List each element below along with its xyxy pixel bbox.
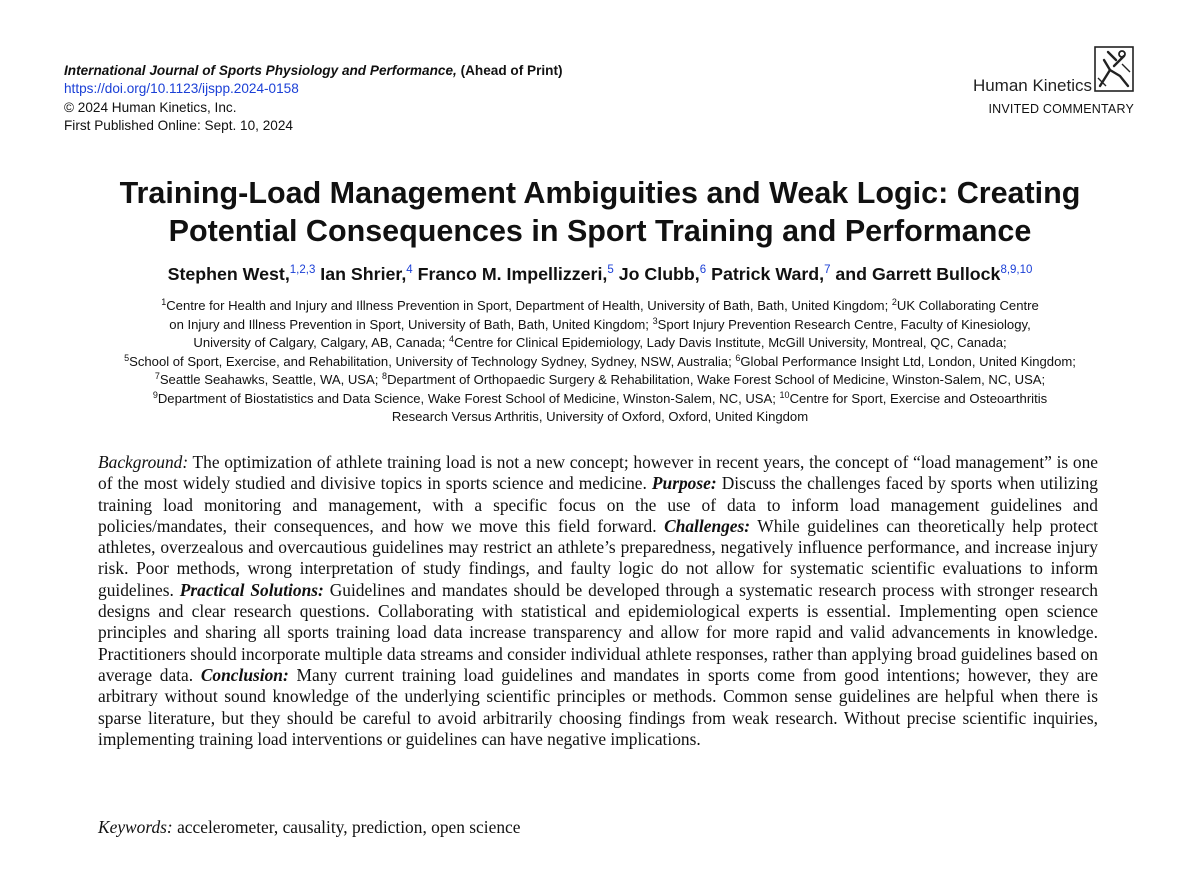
publisher-name: Human Kinetics (972, 76, 1092, 95)
affiliation-marker: 4 (449, 334, 455, 344)
copyright: © 2024 Human Kinetics, Inc. (64, 99, 237, 115)
affiliation-text: Global Performance Insight Ltd, London, United Kingdom; (740, 353, 1076, 369)
journal-line (64, 62, 563, 80)
keywords-text: accelerometer, causality, prediction, open science (172, 817, 521, 837)
abstract (98, 452, 1098, 750)
affiliation-marker: 1 (161, 297, 167, 307)
author-affiliation-ref[interactable]: 7 (824, 264, 831, 276)
affiliation-text: Centre for Clinical Epidemiology, Lady Davis Institute, McGill University, Montreal, QC, Canada; (454, 335, 1007, 350)
affiliation-line (0, 297, 1200, 316)
affiliation-text: Seattle Seahawks, Seattle, WA, USA; (159, 372, 383, 387)
conclusion-text: Many current training load guidelines and mandates in sports come from good intentions; however, they are arbitrary without sound knowledge of the underlying scientific principles or methods. Common sense guidelines are helpful when there is sparse literature, but they should be careful to avoid arbitrarily choosing findings from weak research. Without precise scientific inquiries, implementing training load interventions or guidelines can have negative implications. (98, 664, 1098, 749)
publisher-brand (934, 46, 1134, 122)
author-name: Franco M. Impellizzeri, (417, 264, 608, 284)
title-line-2: Potential Consequences in Sport Training and Performance (168, 214, 1032, 248)
affiliation-line (0, 390, 1200, 409)
affiliation-marker: 8 (382, 371, 388, 381)
affiliation-text: UK Collaborating Centre (896, 298, 1039, 313)
article-header (64, 62, 563, 136)
author-affiliation-ref[interactable]: 5 (607, 264, 614, 276)
keywords-label: Keywords: (98, 817, 173, 837)
affiliation-text: Centre for Health and Injury and Illness Prevention in Sport, Department of Health, University of Bath, Bath, United Kingdom; (166, 298, 892, 313)
keywords (98, 817, 520, 838)
affiliation-line (0, 316, 1200, 335)
practical-solutions-label: Practical Solutions: (179, 579, 324, 600)
purpose-label: Purpose: (651, 473, 717, 494)
conclusion-label: Conclusion: (200, 664, 289, 685)
doi-link[interactable]: https://doi.org/10.1123/ijspp.2024-0158 (64, 81, 299, 97)
affiliation-text: Department of Biostatistics and Data Science, Wake Forest School of Medicine, Winston-Salem, NC, USA; (157, 390, 780, 406)
journal-name: International Journal of Sports Physiology and Performance, (64, 63, 457, 78)
author-name: Ian Shrier, (320, 264, 407, 284)
affiliation-marker: 7 (154, 371, 160, 381)
author-name: Jo Clubb, (618, 264, 700, 284)
affiliation-marker: 6 (735, 352, 741, 363)
author-name: Stephen West, (167, 264, 290, 284)
challenges-text: While guidelines can theoretically help protect athletes, overzealous and overcautious guidelines may restrict an athlete’s preparedness, negatively influence performance, and increase injury risk. Poor methods, wrong interpretation of study findings, and faulty logic do not allow for systematic scientific evaluations to inform guidelines. (98, 515, 1098, 600)
affiliations (0, 297, 1200, 427)
author-name: and Garrett Bullock (835, 264, 1001, 284)
affiliation-text: Department of Orthopaedic Surgery & Rehabilitation, Wake Forest School of Medicine, Winston-Salem, NC, USA; (387, 372, 1046, 387)
affiliation-marker: 10 (779, 389, 790, 400)
affiliation-marker: 2 (891, 297, 897, 307)
affiliation-text: Centre for Sport, Exercise and Osteoarthritis (789, 390, 1048, 406)
author-list (0, 264, 1200, 285)
author-affiliation-ref[interactable]: 6 (699, 264, 707, 276)
affiliation-line (0, 334, 1200, 353)
article-title (0, 174, 1200, 250)
affiliation-line (0, 353, 1200, 372)
article-type: INVITED COMMENTARY (988, 102, 1134, 116)
title-line-1: Training-Load Management Ambiguities and Weak Logic: Creating (119, 176, 1081, 210)
affiliation-text: School of Sport, Exercise, and Rehabilitation, University of Technology Sydney, Sydney, NSW, Australia; (129, 353, 736, 369)
human-kinetics-logo-icon (1094, 46, 1134, 92)
affiliation-text: on Injury and Illness Prevention in Sport, University of Bath, Bath, United Kingdom; (169, 316, 653, 332)
background-label: Background: (98, 452, 189, 472)
publication-date: First Published Online: Sept. 10, 2024 (64, 118, 293, 134)
affiliation-line (0, 371, 1200, 390)
affiliation-text: University of Calgary, Calgary, AB, Canada; (193, 335, 450, 350)
affiliation-marker: 5 (124, 352, 130, 363)
background-text: The optimization of athlete training load is not a new concept; however in recent years, the concept of “load management” is one of the most widely studied and divisive topics in sports science and medicine. (98, 452, 1098, 494)
author-affiliation-ref[interactable]: 1,2,3 (289, 264, 316, 276)
author-affiliation-ref[interactable]: 8,9,10 (1000, 264, 1033, 276)
affiliation-text: Sport Injury Prevention Research Centre, Faculty of Kinesiology, (657, 316, 1031, 332)
affiliation-text: Research Versus Arthritis, University of Oxford, Oxford, United Kingdom (391, 409, 809, 424)
challenges-label: Challenges: (664, 515, 751, 536)
purpose-text: Discuss the challenges faced by sports when utilizing training load monitoring and management, with a specific focus on the use of data to inform load management guidelines and policies/mandates, their consequences, and how we move this field forward. (98, 473, 1098, 536)
affiliation-line (0, 408, 1200, 427)
affiliation-marker: 3 (652, 315, 658, 326)
author-name: Patrick Ward, (711, 264, 825, 284)
author-affiliation-ref[interactable]: 4 (406, 264, 413, 276)
affiliation-marker: 9 (152, 389, 158, 400)
practical-solutions-text: Guidelines and mandates should be developed through a systematic research process with stronger research designs and clear research questions. Collaborating with statistical and epidemiological experts is essential. Implementing open science principles and sharing all sports training load data increase transparency and allow for more rapid and valid advancements in knowledge. Practitioners should incorporate multiple data streams and consider individual athlete responses, rather than applying broad guidelines based on average data. (98, 579, 1098, 685)
print-status: (Ahead of Print) (460, 63, 563, 78)
